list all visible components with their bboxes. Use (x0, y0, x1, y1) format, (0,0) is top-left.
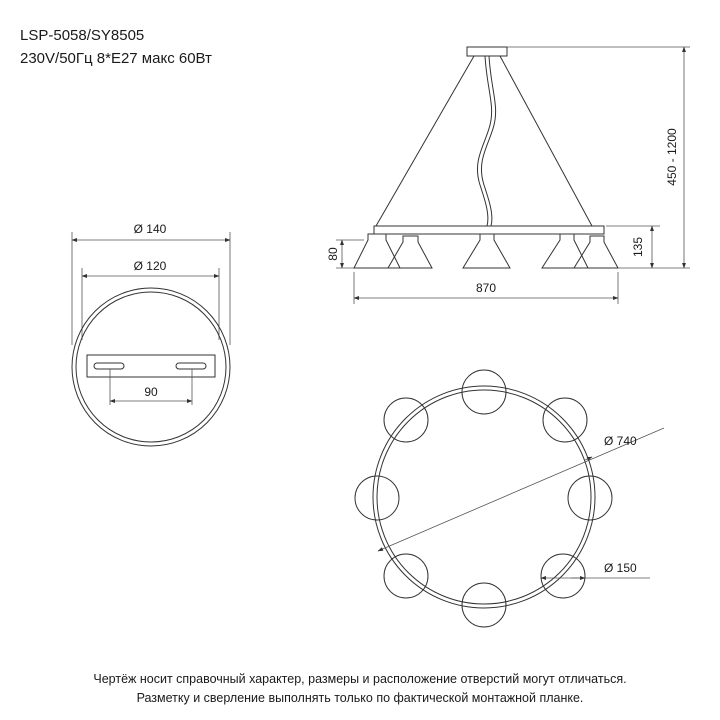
cable-right (500, 56, 592, 226)
power-cord-shadow (481, 56, 495, 226)
mounting-slot-left (94, 363, 124, 369)
ring-diameter-label: Ø 740 (604, 434, 637, 448)
front-ring-bar (374, 226, 604, 234)
mounting-bar (87, 355, 215, 377)
bottom-shade-1 (462, 370, 506, 414)
bottom-shades (355, 370, 612, 627)
bottom-shade-4 (541, 554, 585, 598)
ring-outer-circle (373, 386, 595, 608)
front-shade-2 (388, 236, 432, 268)
inner-diameter-label: Ø 120 (133, 259, 167, 273)
bottom-shade-8 (384, 398, 428, 442)
footer-note-2: Разметку и сверление выполнять только по фактической монтажной планке. (136, 691, 584, 705)
width-label: 870 (475, 281, 497, 295)
canopy-inner-circle (76, 292, 226, 442)
front-shade-5 (574, 236, 618, 268)
bottom-shade-5 (462, 583, 506, 627)
hanging-height-label: 450 - 1200 (665, 128, 680, 186)
shade-height-label: 80 (326, 247, 341, 261)
model-number: LSP-5058/SY8505 (20, 27, 145, 44)
shade-diameter-label: Ø 150 (604, 561, 637, 575)
front-shade-4 (542, 234, 588, 268)
cable-left (376, 56, 474, 226)
front-shade-3 (463, 234, 510, 268)
hole-spacing-label: 90 (144, 385, 158, 399)
electrical-spec: 230V/50Гц 8*E27 макс 60Вт (20, 50, 212, 67)
front-shades (354, 234, 618, 268)
front-canopy (467, 47, 507, 56)
outer-diameter-label: Ø 140 (133, 222, 167, 236)
mounting-plate-view (72, 222, 230, 446)
power-cord (477, 56, 491, 226)
total-shade-height-label: 135 (631, 236, 646, 258)
mounting-slot-right (176, 363, 206, 369)
footer-note-1: Чертёж носит справочный характер, размеры и расположение отверстий могут отличаться. (93, 672, 627, 686)
bottom-shade-2 (543, 398, 587, 442)
front-view (326, 47, 690, 304)
ring-inner-circle (377, 390, 591, 604)
bottom-view (355, 370, 664, 627)
front-shade-1 (354, 234, 400, 268)
